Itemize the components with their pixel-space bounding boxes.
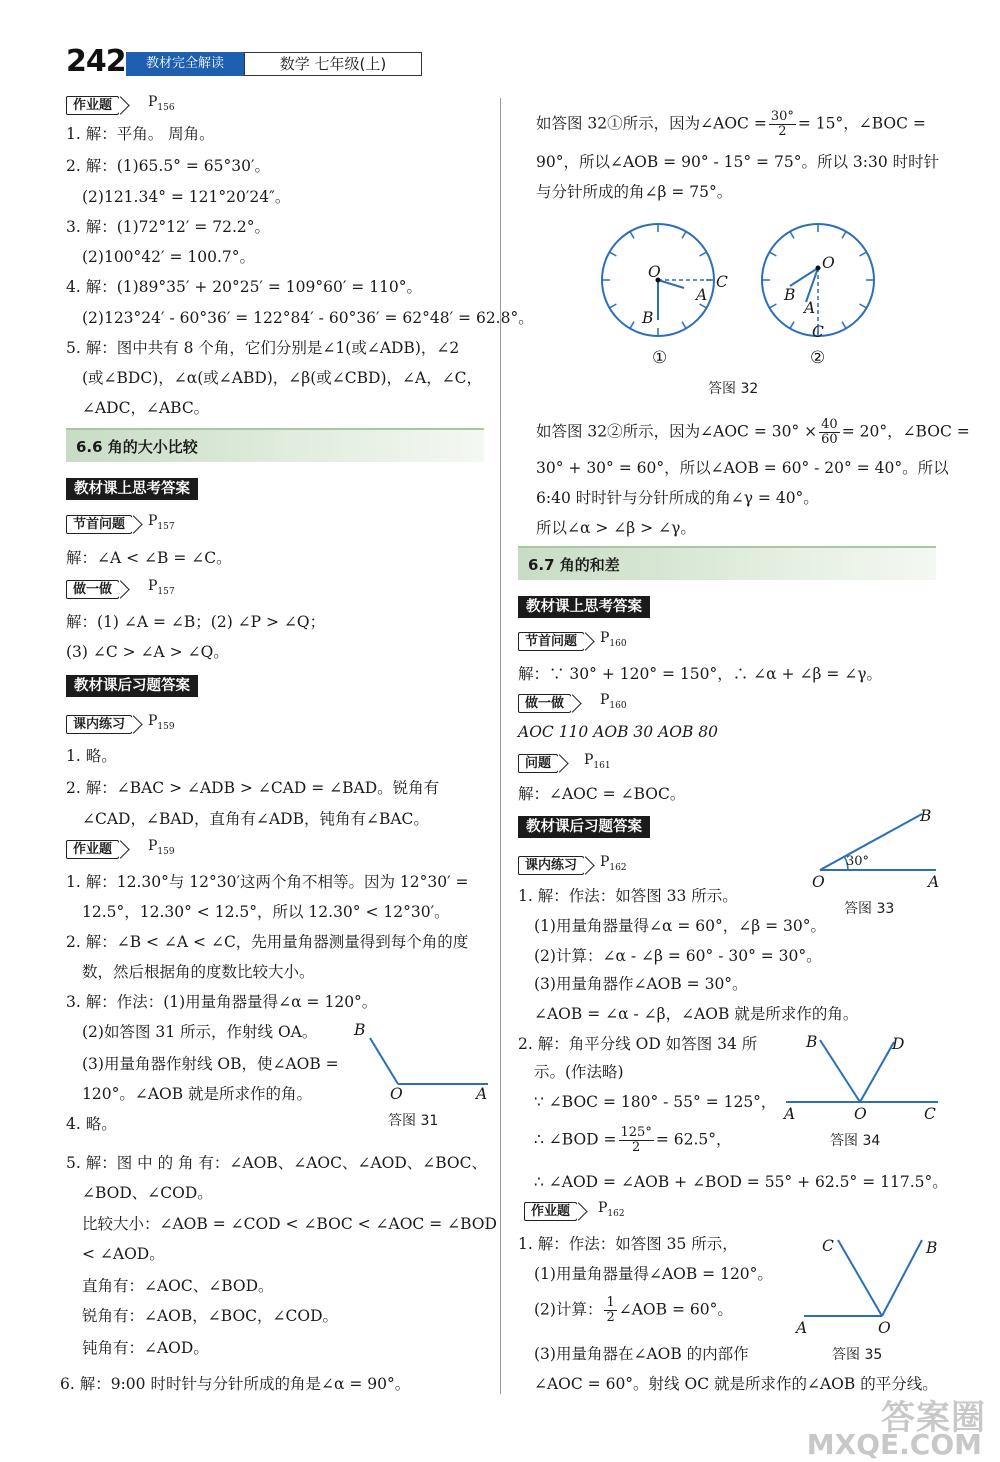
answer-line: 90°，所以∠AOB = 90° - 15° = 75°。所以 3:30 时时针	[536, 153, 940, 171]
section-heading-6-7: 6.7 角的和差	[518, 546, 936, 580]
fig34-label-o: O	[854, 1105, 867, 1123]
answer-line: 比较大小：∠AOB = ∠COD < ∠BOC < ∠AOC = ∠BOD	[82, 1215, 497, 1233]
tag-class-exercise: 课内练习	[66, 715, 132, 734]
page-ref: $P_{160}$	[600, 692, 627, 711]
tag-class-exercise: 课内练习	[518, 856, 584, 875]
page-ref: $P_{160}$	[600, 630, 627, 649]
answer-line: 1. 略。	[66, 747, 117, 765]
fig33-label-a: A	[928, 873, 940, 891]
clock1-label-b: B	[642, 309, 654, 327]
tag-try-it: 做一做	[518, 694, 571, 713]
answer-line: (2)100°42′ = 100.7°。	[82, 248, 255, 266]
section-heading-6-6: 6.6 角的大小比较	[66, 428, 484, 462]
answer-line: (2)如答图 31 所示，作射线 OA。	[82, 1023, 318, 1041]
answer-line: (2)计算：∠α - ∠β = 60° - 30° = 30°。	[534, 947, 822, 965]
fig35-label-o: O	[878, 1319, 891, 1337]
watermark-text: 答案圈	[881, 1398, 986, 1438]
answer-line: ∴ ∠AOD = ∠AOB + ∠BOD = 55° + 62.5° = 117.5°。	[534, 1173, 948, 1191]
page-number: 242	[66, 44, 126, 79]
answer-line: (3)用量角器作∠AOB = 30°。	[534, 975, 748, 993]
answer-line: (3)用量角器作射线 OB，使∠AOB =	[82, 1055, 339, 1073]
answer-line: 数，然后根据角的度数比较大小。	[82, 963, 315, 981]
answer-line: 所以∠α > ∠β > ∠γ。	[536, 519, 696, 537]
fig35-label-b: B	[926, 1239, 938, 1257]
answer-line: ∠BOD、∠COD。	[82, 1184, 213, 1202]
fig31-label-o: O	[390, 1085, 403, 1103]
tag-homework: 作业题	[524, 1202, 577, 1221]
answer-line: 3. 解：(1)72°12′ = 72.2°。	[66, 218, 270, 236]
answer-line: 示。(作法略)	[534, 1063, 624, 1081]
answer-line: 解：∠A < ∠B = ∠C。	[66, 549, 232, 567]
answer-line: (1)用量角器量得∠α = 60°，∠β = 30°。	[534, 917, 826, 935]
tag-homework: 作业题	[66, 96, 119, 115]
fig35-label-a: A	[796, 1319, 808, 1337]
page-ref: $P_{157}$	[148, 578, 175, 597]
answer-line: 解：∵ 30° + 120° = 150°，∴ ∠α + ∠β = ∠γ。	[518, 665, 883, 683]
answer-line: 6. 解：9:00 时时针与分针所成的角是∠α = 90°。	[60, 1375, 411, 1393]
clock1-label-c: C	[716, 273, 728, 291]
answer-line: 12.5°，12.30° < 12.5°，所以 12.30° < 12°30′。	[82, 903, 450, 921]
answer-line: 解：∠AOC = ∠BOC。	[518, 785, 686, 803]
answer-line: 如答图 32①所示，因为∠AOC = $\frac{30^\circ}{2}$ = 15°，∠BOC =	[536, 109, 926, 139]
tag-try-it: 做一做	[66, 580, 119, 599]
fig31-label-b: B	[354, 1021, 366, 1039]
answer-line: (3) ∠C > ∠A > ∠Q。	[66, 643, 229, 661]
clock-2	[762, 224, 874, 336]
answer-line: 2. 解：角平分线 OD 如答图 34 所	[518, 1035, 758, 1053]
answer-line: ∠AOB = ∠α - ∠β，∠AOB 就是所求作的角。	[534, 1005, 859, 1023]
answer-line: 解：(1) ∠A = ∠B；(2) ∠P > ∠Q；	[66, 613, 326, 631]
answer-line: 与分针所成的角∠β = 75°。	[536, 183, 733, 201]
tag-question: 问题	[518, 754, 558, 773]
answer-line: 锐角有：∠AOB，∠BOC，∠COD。	[82, 1307, 338, 1325]
answer-line: 1. 解：平角。 周角。	[66, 125, 215, 143]
watermark-url: MXQE.COM	[806, 1428, 982, 1461]
tag-section-question: 节首问题	[66, 515, 132, 534]
subject-title: 数学 七年级(上)	[244, 52, 422, 76]
answer-line: 直角有：∠AOC、∠BOD。	[82, 1277, 274, 1295]
fig33-angle-label: 30°	[846, 854, 870, 869]
tag-homework: 作业题	[66, 840, 119, 859]
answer-line: ∠AOC = 60°。射线 OC 就是所求作的∠AOB 的平分线。	[534, 1375, 938, 1393]
answer-line: (或∠BDC)，∠α(或∠ABD)，∠β(或∠CBD)，∠A，∠C，	[82, 369, 483, 387]
figure-32-clocks	[600, 222, 890, 352]
fig34-label-a: A	[784, 1105, 796, 1123]
fig34-caption: 答图 34	[830, 1133, 881, 1149]
answer-line: ∠ADC，∠ABC。	[82, 399, 210, 417]
clock2-number: ②	[810, 348, 826, 368]
answer-line: 5. 解：图 中 的 角 有：∠AOB、∠AOC、∠AOD、∠BOC、	[66, 1154, 487, 1172]
clock2-label-c: C	[812, 323, 824, 341]
black-banner: 教材课上思考答案	[66, 478, 198, 500]
answer-line: 3. 解：作法：(1)用量角器量得∠α = 120°。	[66, 993, 378, 1011]
figure-35	[798, 1230, 938, 1330]
answer-line: 如答图 32②所示，因为∠AOC = 30° × $\frac{40}{60}$ = 20°，∠BOC =	[536, 417, 970, 447]
answer-line: AOC 110 AOB 30 AOB 80	[518, 723, 719, 741]
answer-line: (2)121.34° = 121°20′24″。	[82, 188, 291, 206]
black-banner: 教材课后习题答案	[518, 816, 650, 838]
fig35-label-c: C	[822, 1237, 834, 1255]
answer-line: 2. 解：∠BAC > ∠ADB > ∠CAD = ∠BAD。锐角有	[66, 779, 440, 797]
answer-line: (2)123°24′ - 60°36′ = 122°84′ - 60°36′ = 62°48′ = 62.8°。	[82, 309, 534, 327]
answer-line: (2)计算： $\frac{1}{2}$ ∠AOB = 60°。	[534, 1295, 733, 1325]
clock1-label-a: A	[696, 286, 708, 304]
answer-line: ∵ ∠BOC = 180° - 55° = 125°，	[534, 1093, 777, 1111]
answer-line: 2. 解：(1)65.5° = 65°30′。	[66, 157, 270, 175]
fraction: $\frac{30^\circ}{2}$	[770, 109, 794, 139]
fraction: $\frac{40}{60}$	[821, 417, 838, 447]
series-title: 教材完全解读	[126, 52, 244, 76]
fig31-label-a: A	[476, 1085, 488, 1103]
answer-line: 6:40 时时针与分针所成的角∠γ = 40°。	[536, 489, 819, 507]
answer-line: 5. 解：图中共有 8 个角，它们分别是∠1(或∠ADB)，∠2	[66, 339, 460, 357]
black-banner: 教材课上思考答案	[518, 596, 650, 618]
clock2-label-a: A	[804, 299, 816, 317]
answer-line: 30° + 30° = 60°，所以∠AOB = 60° - 20° = 40°。所以	[536, 459, 949, 477]
answer-line: 4. 解：(1)89°35′ + 20°25′ = 109°60′ = 110°。	[66, 278, 423, 296]
page-ref: $P_{159}$	[148, 713, 175, 732]
fraction: $\frac{125^\circ}{2}$	[620, 1125, 652, 1155]
fraction: $\frac{1}{2}$	[606, 1295, 615, 1325]
answer-line: ∠CAD，∠BAD，直角有∠ADB，钝角有∠BAC。	[82, 810, 429, 828]
answer-line: 钝角有：∠AOD。	[82, 1339, 209, 1357]
fig33-label-o: O	[812, 873, 825, 891]
fig31-caption: 答图 31	[388, 1113, 439, 1129]
answer-line: 120°。∠AOB 就是所求作的角。	[82, 1085, 313, 1103]
page-ref: $P_{162}$	[598, 1200, 625, 1219]
page-ref: $P_{161}$	[584, 752, 611, 771]
fig34-label-d: D	[892, 1035, 905, 1053]
fig34-label-b: B	[806, 1033, 818, 1051]
answer-line: 2. 解：∠B < ∠A < ∠C，先用量角器测量得到每个角的度	[66, 933, 469, 951]
column-divider	[500, 98, 501, 1394]
answer-line: < ∠AOD。	[82, 1245, 165, 1263]
black-banner: 教材课后习题答案	[66, 675, 198, 697]
fig34-label-c: C	[924, 1105, 936, 1123]
clock1-number: ①	[652, 348, 668, 368]
page-ref: $P_{157}$	[148, 513, 175, 532]
answer-line: 1. 解：作法：如答图 35 所示，	[518, 1235, 738, 1253]
answer-line: 1. 解：12.30°与 12°30′这两个角不相等。因为 12°30′ =	[66, 873, 469, 891]
page-ref: $P_{162}$	[600, 854, 627, 873]
clock1-label-o: O	[648, 263, 661, 281]
tag-section-question: 节首问题	[518, 632, 584, 651]
answer-line: (3)用量角器在∠AOB 的内部作	[534, 1345, 749, 1363]
clock2-label-o: O	[822, 254, 835, 272]
fig35-caption: 答图 35	[832, 1347, 883, 1363]
answer-line: 1. 解：作法：如答图 33 所示。	[518, 887, 738, 905]
answer-line: (1)用量角器量得∠AOB = 120°。	[534, 1265, 773, 1283]
clock2-label-b: B	[784, 286, 796, 304]
answer-line: 4. 略。	[66, 1115, 117, 1133]
page-ref: $P_{159}$	[148, 838, 175, 857]
fig33-caption: 答图 33	[844, 901, 895, 917]
fig33-label-b: B	[920, 807, 932, 825]
page-ref: $P_{156}$	[148, 94, 175, 113]
answer-line: ∴ ∠BOD = $\frac{125^\circ}{2}$ = 62.5°，	[534, 1125, 732, 1155]
fig32-caption: 答图 32	[708, 381, 759, 397]
